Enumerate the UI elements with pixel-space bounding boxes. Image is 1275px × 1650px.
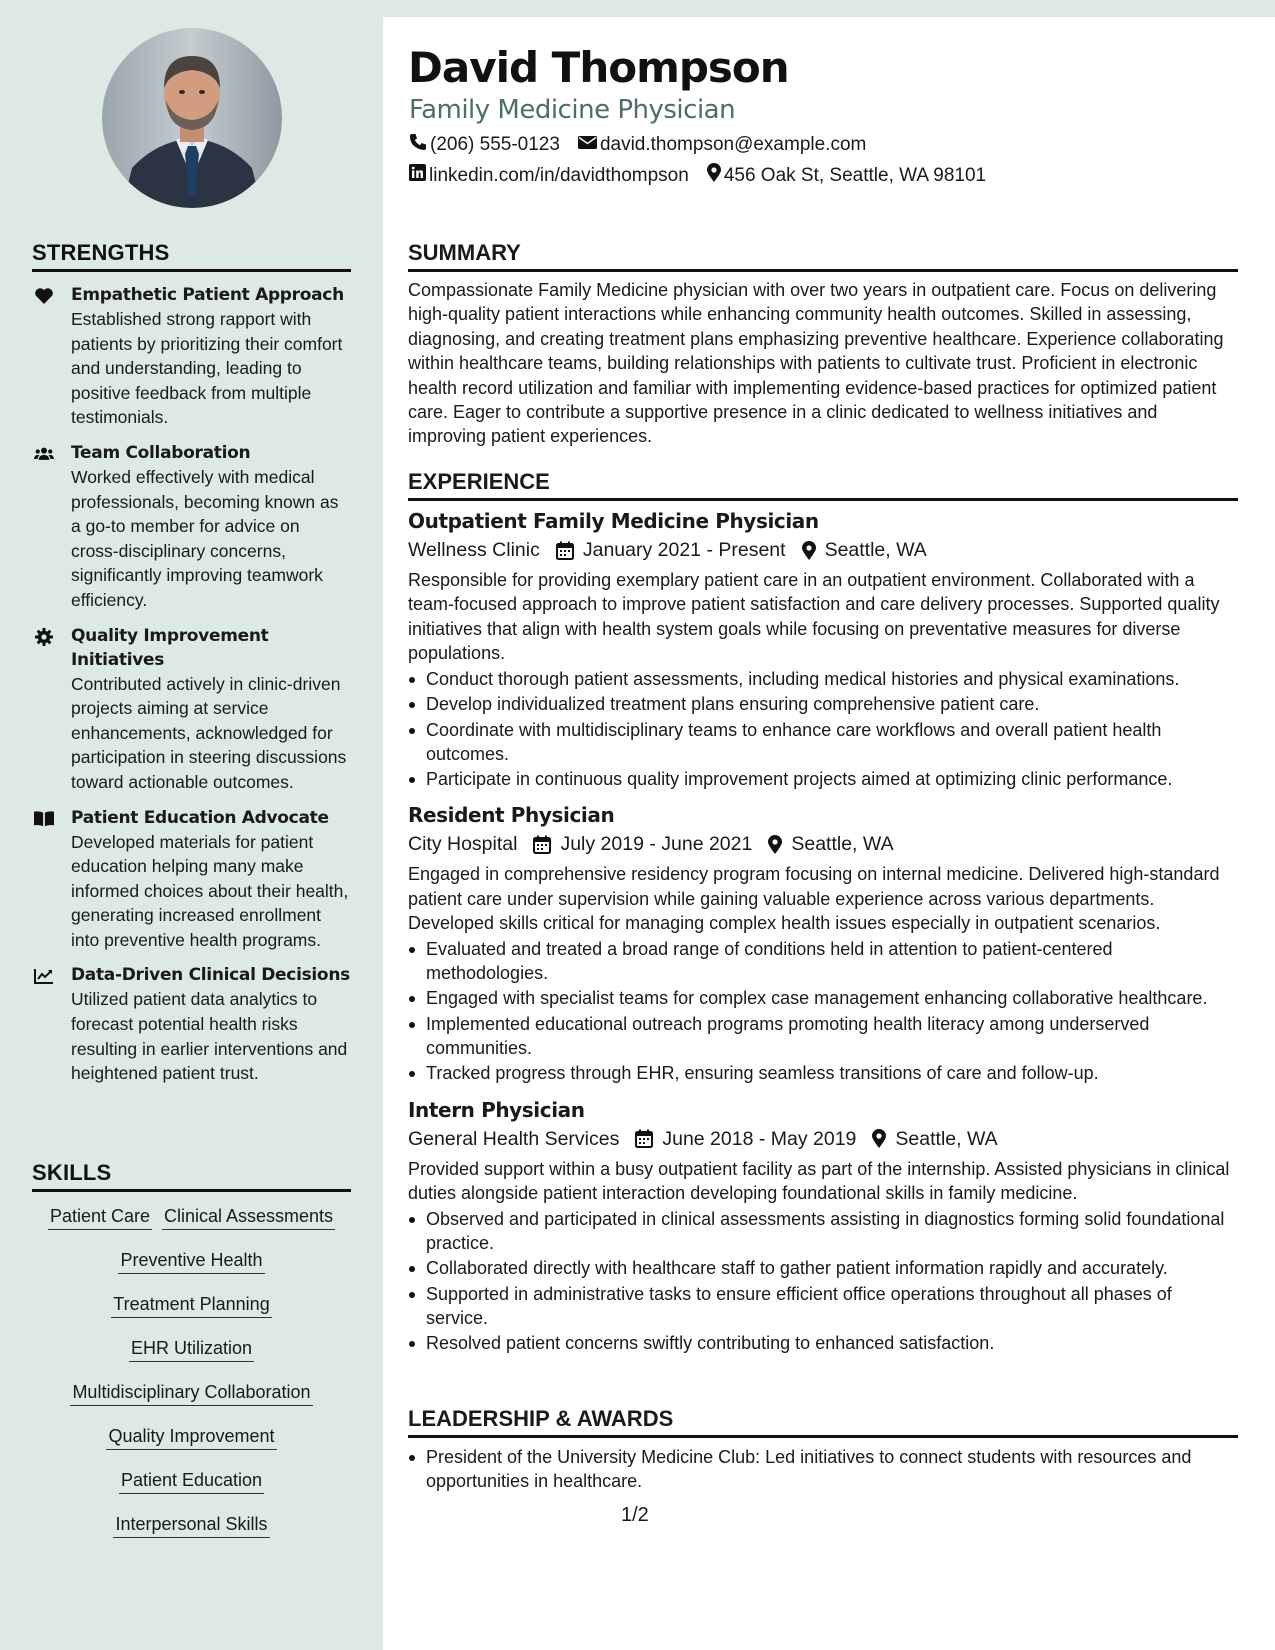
leadership-bullets [408, 1445, 1238, 1493]
linkedin-icon [409, 164, 429, 187]
bullet-item: Observed and participated in clinical assessments assisting in diagnostics forming solid foundational practice. [408, 1207, 1238, 1255]
bullet-item: Evaluated and treated a broad range of conditions held in attention to patient-centered methodologies. [408, 937, 1238, 985]
strength-title: Team Collaboration [71, 442, 251, 463]
job-title: Outpatient Family Medicine Physician [408, 509, 819, 533]
gear-icon [34, 627, 54, 647]
job-meta [408, 1124, 1238, 1154]
phone-text: (206) 555-0123 [430, 134, 560, 155]
users-icon [34, 444, 54, 464]
strength-desc: Worked effectively with medical professionals, becoming known as a go-to member for advice on cross-disciplinary concerns, significantly improving teamwork efficiency. [71, 466, 339, 610]
job-location [872, 1124, 997, 1154]
job-company: City Hospital [408, 833, 518, 856]
contact-row-2 [409, 163, 1004, 188]
map-pin-icon [872, 1129, 886, 1148]
bullet-item: Develop individualized treatment plans ensuring comprehensive patient care. [408, 692, 1238, 716]
phone-icon [409, 133, 430, 157]
map-pin-icon [802, 541, 816, 560]
job-title: Intern Physician [408, 1097, 585, 1122]
job-desc: Engaged in comprehensive residency program focusing on internal medicine. Delivered high-standard patient care under supervision while gaining valuable experience across various departments. Developed skills critical for managing complex health issues especially in outpatient scenarios. [408, 864, 1220, 934]
candidate-name: David Thompson [408, 43, 789, 92]
email-contact [578, 134, 866, 156]
sidebar [0, 0, 383, 1650]
bullet-item: Resolved patient concerns swiftly contributing to enhanced satisfaction. [408, 1331, 1238, 1355]
strength-title: Quality Improvement Initiatives [71, 625, 269, 670]
calendar-icon [533, 835, 551, 854]
candidate-role: Family Medicine Physician [409, 95, 736, 125]
strengths-title: STRENGTHS [32, 240, 351, 272]
experience-title: EXPERIENCE [408, 469, 1238, 501]
skills-list [32, 1204, 351, 1556]
experience-section [408, 469, 1238, 1355]
calendar-icon [556, 541, 574, 560]
book-icon [34, 809, 54, 829]
job-dates [533, 829, 752, 859]
bullet-item: Engaged with specialist teams for complex case management enhancing collaborative healthcare. [408, 986, 1238, 1010]
email-text: david.thompson@example.com [599, 134, 867, 155]
job-bullets [408, 667, 1238, 792]
bullet-item: Collaborated directly with healthcare staff to gather patient information rapidly and accurately. [408, 1256, 1238, 1280]
skill-tag: Multidisciplinary Collaboration [70, 1380, 312, 1406]
main-content [383, 17, 1275, 1650]
job-company: Wellness Clinic [408, 539, 540, 561]
job-dates-text: July 2019 - June 2021 [560, 833, 753, 856]
strength-item [32, 283, 351, 430]
job-location [802, 535, 927, 565]
job-location [768, 829, 893, 859]
bullet-item: Supported in administrative tasks to ensure efficient office operations throughout all phases of service. [408, 1282, 1238, 1330]
job-location-text: Seattle, WA [824, 539, 927, 561]
address-text: 456 Oak St, Seattle, WA 98101 [723, 164, 987, 186]
skill-tag: Interpersonal Skills [113, 1512, 269, 1538]
summary-section [408, 240, 1238, 449]
strengths-section [32, 240, 351, 1086]
bullet-item: Conduct thorough patient assessments, including medical histories and physical examinations. [408, 667, 1238, 691]
heart-icon [34, 286, 54, 306]
job-desc: Responsible for providing exemplary patient care in an outpatient environment. Collaborated with a team-focused approach to improve patient satisfaction and care delivery processes. Supported quality initiatives that align with health system goals while focusing on preventative measures for diverse populations. [408, 570, 1220, 664]
strength-item [32, 963, 351, 1085]
map-pin-icon [768, 835, 782, 854]
chart-line-icon [34, 966, 54, 986]
phone-contact [409, 133, 560, 157]
strength-desc: Utilized patient data analytics to forecast potential health risks resulting in earlier interventions and heightened patient trust. [71, 989, 348, 1084]
profile-photo [102, 28, 282, 208]
bullet-item: Tracked progress through EHR, ensuring seamless transitions of care and follow-up. [408, 1061, 1238, 1085]
strength-title: Patient Education Advocate [71, 807, 329, 828]
leadership-section [408, 1406, 1238, 1493]
job-bullets [408, 937, 1238, 1086]
bullet-item: Participate in continuous quality improvement projects aimed at optimizing clinic performance. [408, 767, 1238, 791]
job-dates-text: June 2018 - May 2019 [662, 1127, 857, 1150]
skill-tag: Preventive Health [118, 1248, 264, 1274]
strength-desc: Contributed actively in clinic-driven projects aiming at service enhancements, acknowledged for participation in steering discussions toward actionable outcomes. [71, 673, 347, 792]
skills-section [32, 1160, 351, 1556]
strength-desc: Developed materials for patient education helping many make informed choices about their health, generating increased enrollment into preventive health programs. [71, 831, 349, 950]
job-entry [408, 801, 1238, 1085]
job-bullets [408, 1207, 1238, 1356]
job-entry [408, 1096, 1238, 1356]
skill-tag: EHR Utilization [129, 1336, 254, 1362]
strength-item [32, 806, 351, 953]
job-meta [408, 829, 1238, 859]
calendar-icon [635, 1129, 653, 1148]
job-dates [635, 1124, 856, 1154]
strength-item [32, 624, 351, 795]
summary-title: SUMMARY [408, 240, 1238, 272]
job-location-text: Seattle, WA [791, 833, 894, 856]
skill-tag: Clinical Assessments [162, 1204, 335, 1230]
job-title: Resident Physician [408, 803, 615, 828]
summary-text: Compassionate Family Medicine physician with over two years in outpatient care. Focus on delivering high-quality patient interactions while enhancing community health outcomes. Skilled in assessing, diagnosing, and creating treatment plans emphasizing preventive healthcare. Experience collaborating within healthcare teams, building relationships with patients to cultivate trust. Proficient in electronic health record utilization and familiar with implementing evidence-based practices for optimized patient care. Eager to contribute a supportive presence in a clinic dedicated to wellness initiatives and improving patient experiences. [408, 280, 1224, 447]
bullet-item: President of the University Medicine Club: Led initiatives to connect students with resources and opportunities in healthcare. [408, 1445, 1238, 1493]
skills-title: SKILLS [32, 1160, 351, 1192]
job-dates [556, 535, 786, 565]
linkedin-contact [409, 164, 689, 187]
strength-item [32, 441, 351, 613]
job-dates-text: January 2021 - Present [582, 539, 786, 561]
skill-tag: Patient Education [119, 1468, 264, 1494]
skill-tag: Treatment Planning [111, 1292, 271, 1318]
strength-title: Data-Driven Clinical Decisions [71, 965, 350, 986]
job-entry [408, 507, 1238, 791]
map-pin-icon [707, 163, 724, 188]
job-company: General Health Services [408, 1127, 620, 1150]
envelope-icon [578, 134, 600, 156]
address-contact [707, 163, 986, 188]
job-meta [408, 535, 1238, 565]
linkedin-text: linkedin.com/in/davidthompson [429, 164, 689, 186]
job-location-text: Seattle, WA [895, 1127, 998, 1150]
job-desc: Provided support within a busy outpatient facility as part of the internship. Assisted physicians in clinical duties alongside patient interaction developing foundational skills in family medicine. [408, 1158, 1230, 1203]
bullet-item: Coordinate with multidisciplinary teams to enhance care workflows and overall patient health outcomes. [408, 718, 1238, 766]
skill-tag: Quality Improvement [106, 1424, 276, 1450]
strength-title: Empathetic Patient Approach [71, 285, 344, 305]
contact-row [409, 133, 884, 157]
bullet-item: Implemented educational outreach programs promoting health literacy among underserved communities. [408, 1012, 1238, 1060]
page-number: 1/2 [621, 1504, 649, 1526]
strength-desc: Established strong rapport with patients by prioritizing their comfort and understanding, leading to positive feedback from multiple testimonials. [71, 309, 343, 428]
leadership-title: LEADERSHIP & AWARDS [408, 1406, 1238, 1438]
skill-tag: Patient Care [48, 1204, 152, 1230]
